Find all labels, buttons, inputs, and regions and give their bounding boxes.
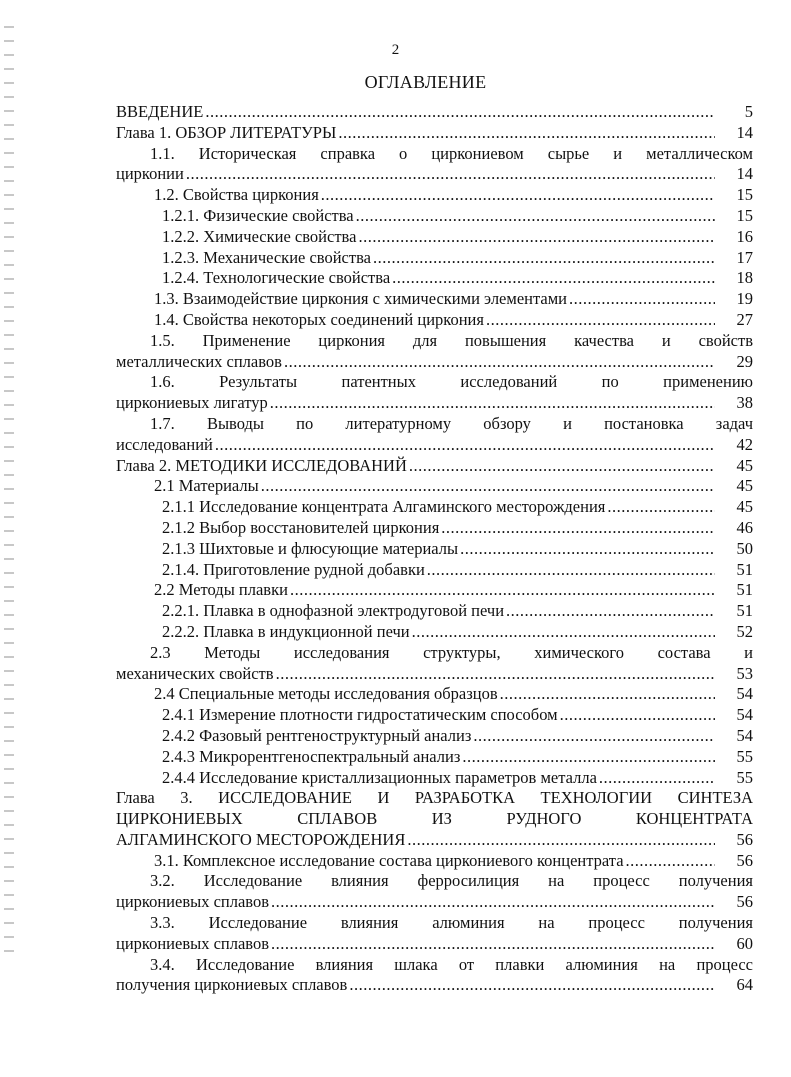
- page-ref: 54: [736, 684, 753, 704]
- toc-entry[interactable]: 2.4.2 Фазовый рентгеноструктурный анализ ..... 54: [116, 726, 753, 747]
- leader-dots: [599, 768, 715, 789]
- page-ref: 38: [736, 393, 753, 413]
- page-ref: 60: [736, 933, 753, 953]
- toc-entry[interactable]: 2.4.4 Исследование кристаллизационных параметров металла ..... 55: [116, 768, 753, 789]
- leader-dots: [506, 601, 715, 622]
- leader-dots: [261, 476, 715, 497]
- leader-dots: [427, 560, 715, 581]
- toc-entry[interactable]: 1.5. Применение циркония для повышения качества и свойств металлических сплавов ..... 29: [116, 331, 753, 373]
- page-ref: 56: [736, 850, 753, 870]
- page-ref: 45: [736, 476, 753, 496]
- toc-heading: ОГЛАВЛЕНИЕ: [364, 72, 487, 92]
- toc-entry[interactable]: 1.2.4. Технологические свойства ..... 18: [116, 268, 753, 289]
- toc-entry[interactable]: 1.2.1. Физические свойства ..... 15: [116, 206, 753, 227]
- leader-dots: [412, 622, 715, 643]
- toc-entry[interactable]: 3.1. Комплексное исследование состава циркониевого концентрата ..... 56: [116, 851, 753, 872]
- leader-dots: [271, 934, 715, 955]
- toc-entry[interactable]: 2.4 Специальные методы исследования образцов ..... 54: [116, 684, 753, 705]
- leader-dots: [358, 227, 715, 248]
- toc-entry[interactable]: 1.2.2. Химические свойства ..... 16: [116, 227, 753, 248]
- leader-dots: [215, 435, 715, 456]
- leader-dots: [373, 248, 715, 269]
- leader-dots: [290, 580, 715, 601]
- page-ref: 55: [736, 746, 753, 766]
- page-ref: 14: [736, 122, 753, 142]
- page-ref: 54: [736, 705, 753, 725]
- toc-entry[interactable]: 1.2. Свойства циркония ..... 15: [116, 185, 753, 206]
- toc-entry[interactable]: 2.2 Методы плавки ..... 51: [116, 580, 753, 601]
- page-ref: 64: [736, 975, 753, 995]
- toc-entry[interactable]: 2.1.2 Выбор восстановителей циркония ..... 46: [116, 518, 753, 539]
- toc-entry[interactable]: 1.1. Историческая справка о циркониевом сырье и металлическом цирконии ..... 14: [116, 144, 753, 186]
- leader-dots: [460, 539, 715, 560]
- page-ref: 54: [736, 725, 753, 745]
- page-ref: 14: [736, 164, 753, 184]
- toc-entry[interactable]: 2.1.1 Исследование концентрата Алгаминского месторождения ..... 45: [116, 497, 753, 518]
- page-ref: 56: [736, 829, 753, 849]
- leader-dots: [486, 310, 715, 331]
- leader-dots: [284, 352, 715, 373]
- page-ref: 51: [736, 580, 753, 600]
- leader-dots: [349, 975, 715, 996]
- leader-dots: [462, 747, 715, 768]
- leader-dots: [500, 684, 715, 705]
- page-ref: 18: [736, 268, 753, 288]
- toc-entry[interactable]: 2.4.3 Микрорентгеноспектральный анализ ..... 55: [116, 747, 753, 768]
- toc-entry[interactable]: Глава 1. ОБЗОР ЛИТЕРАТУРЫ ..... 14: [116, 123, 753, 144]
- leader-dots: [338, 123, 715, 144]
- leader-dots: [473, 726, 715, 747]
- leader-dots: [392, 268, 715, 289]
- page-number: 2: [391, 42, 400, 58]
- leader-dots: [626, 851, 715, 872]
- leader-dots: [407, 830, 715, 851]
- toc-entry[interactable]: 1.3. Взаимодействие циркония с химическими элементами ..... 19: [116, 289, 753, 310]
- leader-dots: [607, 497, 715, 518]
- toc-entry[interactable]: 2.2.1. Плавка в однофазной электродуговой печи ..... 51: [116, 601, 753, 622]
- scan-margin-marks: [4, 20, 14, 960]
- toc-entry[interactable]: Глава 3. ИССЛЕДОВАНИЕ И РАЗРАБОТКА ТЕХНОЛОГИИ СИНТЕЗА ЦИРКОНИЕВЫХ СПЛАВОВ ИЗ РУДНОГО КОНЦЕНТРАТА АЛГАМИНСКОГО МЕСТОРОЖДЕНИЯ ..... 56: [116, 788, 753, 850]
- page-ref: 29: [736, 351, 753, 371]
- toc-entry[interactable]: 2.3 Методы исследования структуры, химического состава и механических свойств ..... 53: [116, 643, 753, 685]
- page-ref: 55: [736, 767, 753, 787]
- toc-entry[interactable]: 2.1 Материалы ..... 45: [116, 476, 753, 497]
- page-ref: 15: [736, 185, 753, 205]
- toc-entry[interactable]: 3.4. Исследование влияния шлака от плавки алюминия на процесс получения циркониевых сплавов ..... 64: [116, 955, 753, 997]
- leader-dots: [276, 664, 715, 685]
- toc-entry[interactable]: 2.4.1 Измерение плотности гидростатическим способом ..... 54: [116, 705, 753, 726]
- toc-entry[interactable]: ВВЕДЕНИЕ ..... 5: [116, 102, 753, 123]
- page-ref: 50: [736, 538, 753, 558]
- page-ref: 52: [736, 621, 753, 641]
- toc-entry[interactable]: Глава 2. МЕТОДИКИ ИССЛЕДОВАНИЙ ..... 45: [116, 456, 753, 477]
- leader-dots: [409, 456, 715, 477]
- page-ref: 46: [736, 517, 753, 537]
- page-ref: 5: [744, 102, 753, 121]
- leader-dots: [271, 892, 715, 913]
- toc-entry[interactable]: 2.1.4. Приготовление рудной добавки ..... 51: [116, 560, 753, 581]
- toc-entry[interactable]: 3.2. Исследование влияния ферросилиция на процесс получения циркониевых сплавов ..... 56: [116, 871, 753, 913]
- leader-dots: [186, 164, 715, 185]
- page-ref: 16: [736, 226, 753, 246]
- page-ref: 27: [736, 309, 753, 329]
- page-ref: 51: [736, 559, 753, 579]
- leader-dots: [270, 393, 715, 414]
- leader-dots: [205, 102, 715, 123]
- toc-entry[interactable]: 2.2.2. Плавка в индукционной печи ..... 52: [116, 622, 753, 643]
- toc-entry[interactable]: 1.6. Результаты патентных исследований по применению циркониевых лигатур ..... 38: [116, 372, 753, 414]
- page-ref: 19: [736, 289, 753, 309]
- page-ref: 42: [736, 434, 753, 454]
- leader-dots: [356, 206, 715, 227]
- table-of-contents: [116, 102, 753, 996]
- leader-dots: [560, 705, 715, 726]
- leader-dots: [569, 289, 715, 310]
- toc-entry[interactable]: 1.7. Выводы по литературному обзору и постановка задач исследований ..... 42: [116, 414, 753, 456]
- page-ref: 53: [736, 663, 753, 683]
- page-ref: 45: [736, 455, 753, 475]
- toc-entry[interactable]: 2.1.3 Шихтовые и флюсующие материалы ..... 50: [116, 539, 753, 560]
- page-ref: 51: [736, 601, 753, 621]
- page-ref: 15: [736, 205, 753, 225]
- leader-dots: [321, 185, 715, 206]
- page-ref: 17: [736, 247, 753, 267]
- page-ref: 56: [736, 892, 753, 912]
- toc-entry[interactable]: 1.2.3. Механические свойства ..... 17: [116, 248, 753, 269]
- toc-entry[interactable]: 1.4. Свойства некоторых соединений циркония ..... 27: [116, 310, 753, 331]
- page-ref: 45: [736, 497, 753, 517]
- toc-entry[interactable]: 3.3. Исследование влияния алюминия на процесс получения циркониевых сплавов ..... 60: [116, 913, 753, 955]
- leader-dots: [441, 518, 715, 539]
